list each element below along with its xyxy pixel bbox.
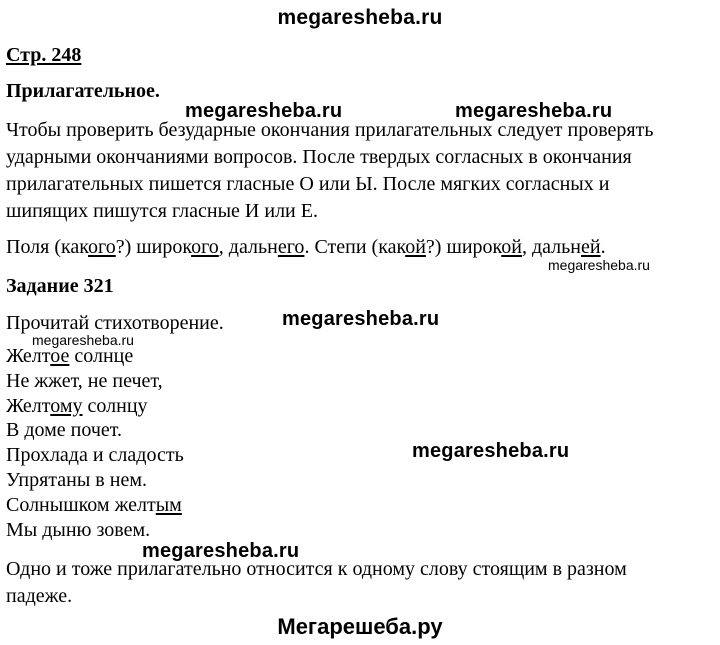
poem-line: Не жжет, не печет, [6,369,163,392]
poem-line: Прохлада и сладость [6,444,184,467]
rule-line: ударными окончаниями вопросов. После твердых согласных в окончания [6,146,632,168]
poem-line: Желтому солнцу [6,394,148,417]
conclusion-line: Одно и тоже прилагательно относится к одному слову стоящим в разном [6,558,627,580]
poem-line: Желтое солнце [6,345,134,367]
task-title: Задание 321 [6,275,114,297]
poem-ending: ое [50,345,70,367]
rule-paragraph [6,117,653,225]
page-ref: Стр. 248 [6,44,82,66]
watermark: megaresheba.ru [412,440,570,462]
example-ending: ой [405,236,426,258]
conclusion [6,556,627,610]
example-ending: ого [191,236,219,258]
poem-line: Мы дыню зовем. [6,518,151,541]
poem-line: Солнышком желтым [6,493,182,516]
conclusion-line: падеже. [6,585,73,607]
watermark: megaresheba.ru [142,540,300,562]
poem-line: В доме почет. [6,419,123,442]
poem [6,344,184,542]
example-text: . [600,236,606,258]
site-footer: Мегарешеба.ру [277,614,443,639]
example-ending: ой [501,236,522,258]
watermark: megaresheba.ru [455,100,613,122]
example-text: . Степи (как [304,236,406,258]
example-ending: ей [581,236,601,258]
example-text: , дальн [218,236,278,258]
poem-ending: ым [155,493,182,516]
rule-line: прилагательных пишется гласные О или Ы. После мягких согласных и [6,173,610,195]
example-line [6,234,606,261]
example-text: Поля (как [6,236,89,258]
example-text: ?) широк [115,236,192,258]
rule-line: Чтобы проверить безударные окончания прилагательных следует проверять [6,119,654,141]
watermark: megaresheba.ru [32,332,134,348]
poem-ending: ому [50,394,83,417]
watermark: megaresheba.ru [282,308,440,330]
poem-line: Упрятаны в нем. [6,468,147,491]
task-instruction: Прочитай стихотворение. [6,312,224,334]
rule-line: шипящих пишутся гласные И или Е. [6,200,318,222]
site-header: megaresheba.ru [277,6,443,29]
example-text: ?) широк [425,236,502,258]
watermark: megaresheba.ru [548,257,650,273]
example-ending: ого [88,236,116,258]
section-title: Прилагательное. [6,80,160,102]
watermark: megaresheba.ru [185,100,343,122]
example-text: , дальн [521,236,581,258]
example-ending: его [277,236,305,258]
